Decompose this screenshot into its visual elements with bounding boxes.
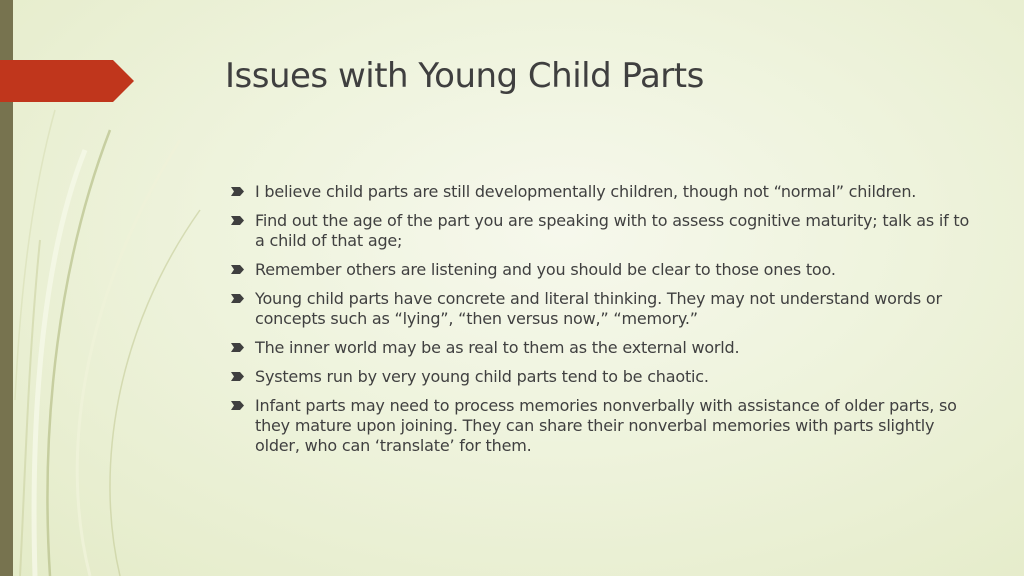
bullet-item xyxy=(231,338,971,358)
slide-title: Issues with Young Child Parts xyxy=(225,56,704,96)
bullet-text: Infant parts may need to process memories nonverbally with assistance of older parts, so they mature upon joining. They can share their nonverbal memories with parts slightly older, who can ‘translate’ for them. xyxy=(255,396,957,455)
arrowhead-bullet-icon xyxy=(231,294,244,303)
bullet-text: Young child parts have concrete and literal thinking. They may not understand words or concepts such as “lying”, “then versus now,” “memory.” xyxy=(255,289,942,328)
bullet-item xyxy=(231,396,971,456)
arrowhead-bullet-icon xyxy=(231,265,244,274)
arrowhead-bullet-icon xyxy=(231,401,244,410)
arrowhead-bullet-icon xyxy=(231,372,244,381)
bullet-text: I believe child parts are still developmentally children, though not “normal” children. xyxy=(255,182,917,201)
bullet-text: Find out the age of the part you are speaking with to assess cognitive maturity; talk as if to a child of that age; xyxy=(255,211,970,250)
bullet-text: Remember others are listening and you should be clear to those ones too. xyxy=(255,260,836,279)
bullet-item xyxy=(231,367,971,387)
bullet-text: Systems run by very young child parts tend to be chaotic. xyxy=(255,367,709,386)
arrowhead-bullet-icon xyxy=(231,343,244,352)
bullet-item xyxy=(231,182,971,202)
bullet-item xyxy=(231,289,971,329)
arrowhead-bullet-icon xyxy=(231,187,244,196)
title-arrow-icon xyxy=(0,60,134,102)
bullet-item xyxy=(231,260,971,280)
bullet-item xyxy=(231,211,971,251)
bullet-text: The inner world may be as real to them as the external world. xyxy=(255,338,740,357)
arrowhead-bullet-icon xyxy=(231,216,244,225)
bullet-list xyxy=(231,182,971,465)
